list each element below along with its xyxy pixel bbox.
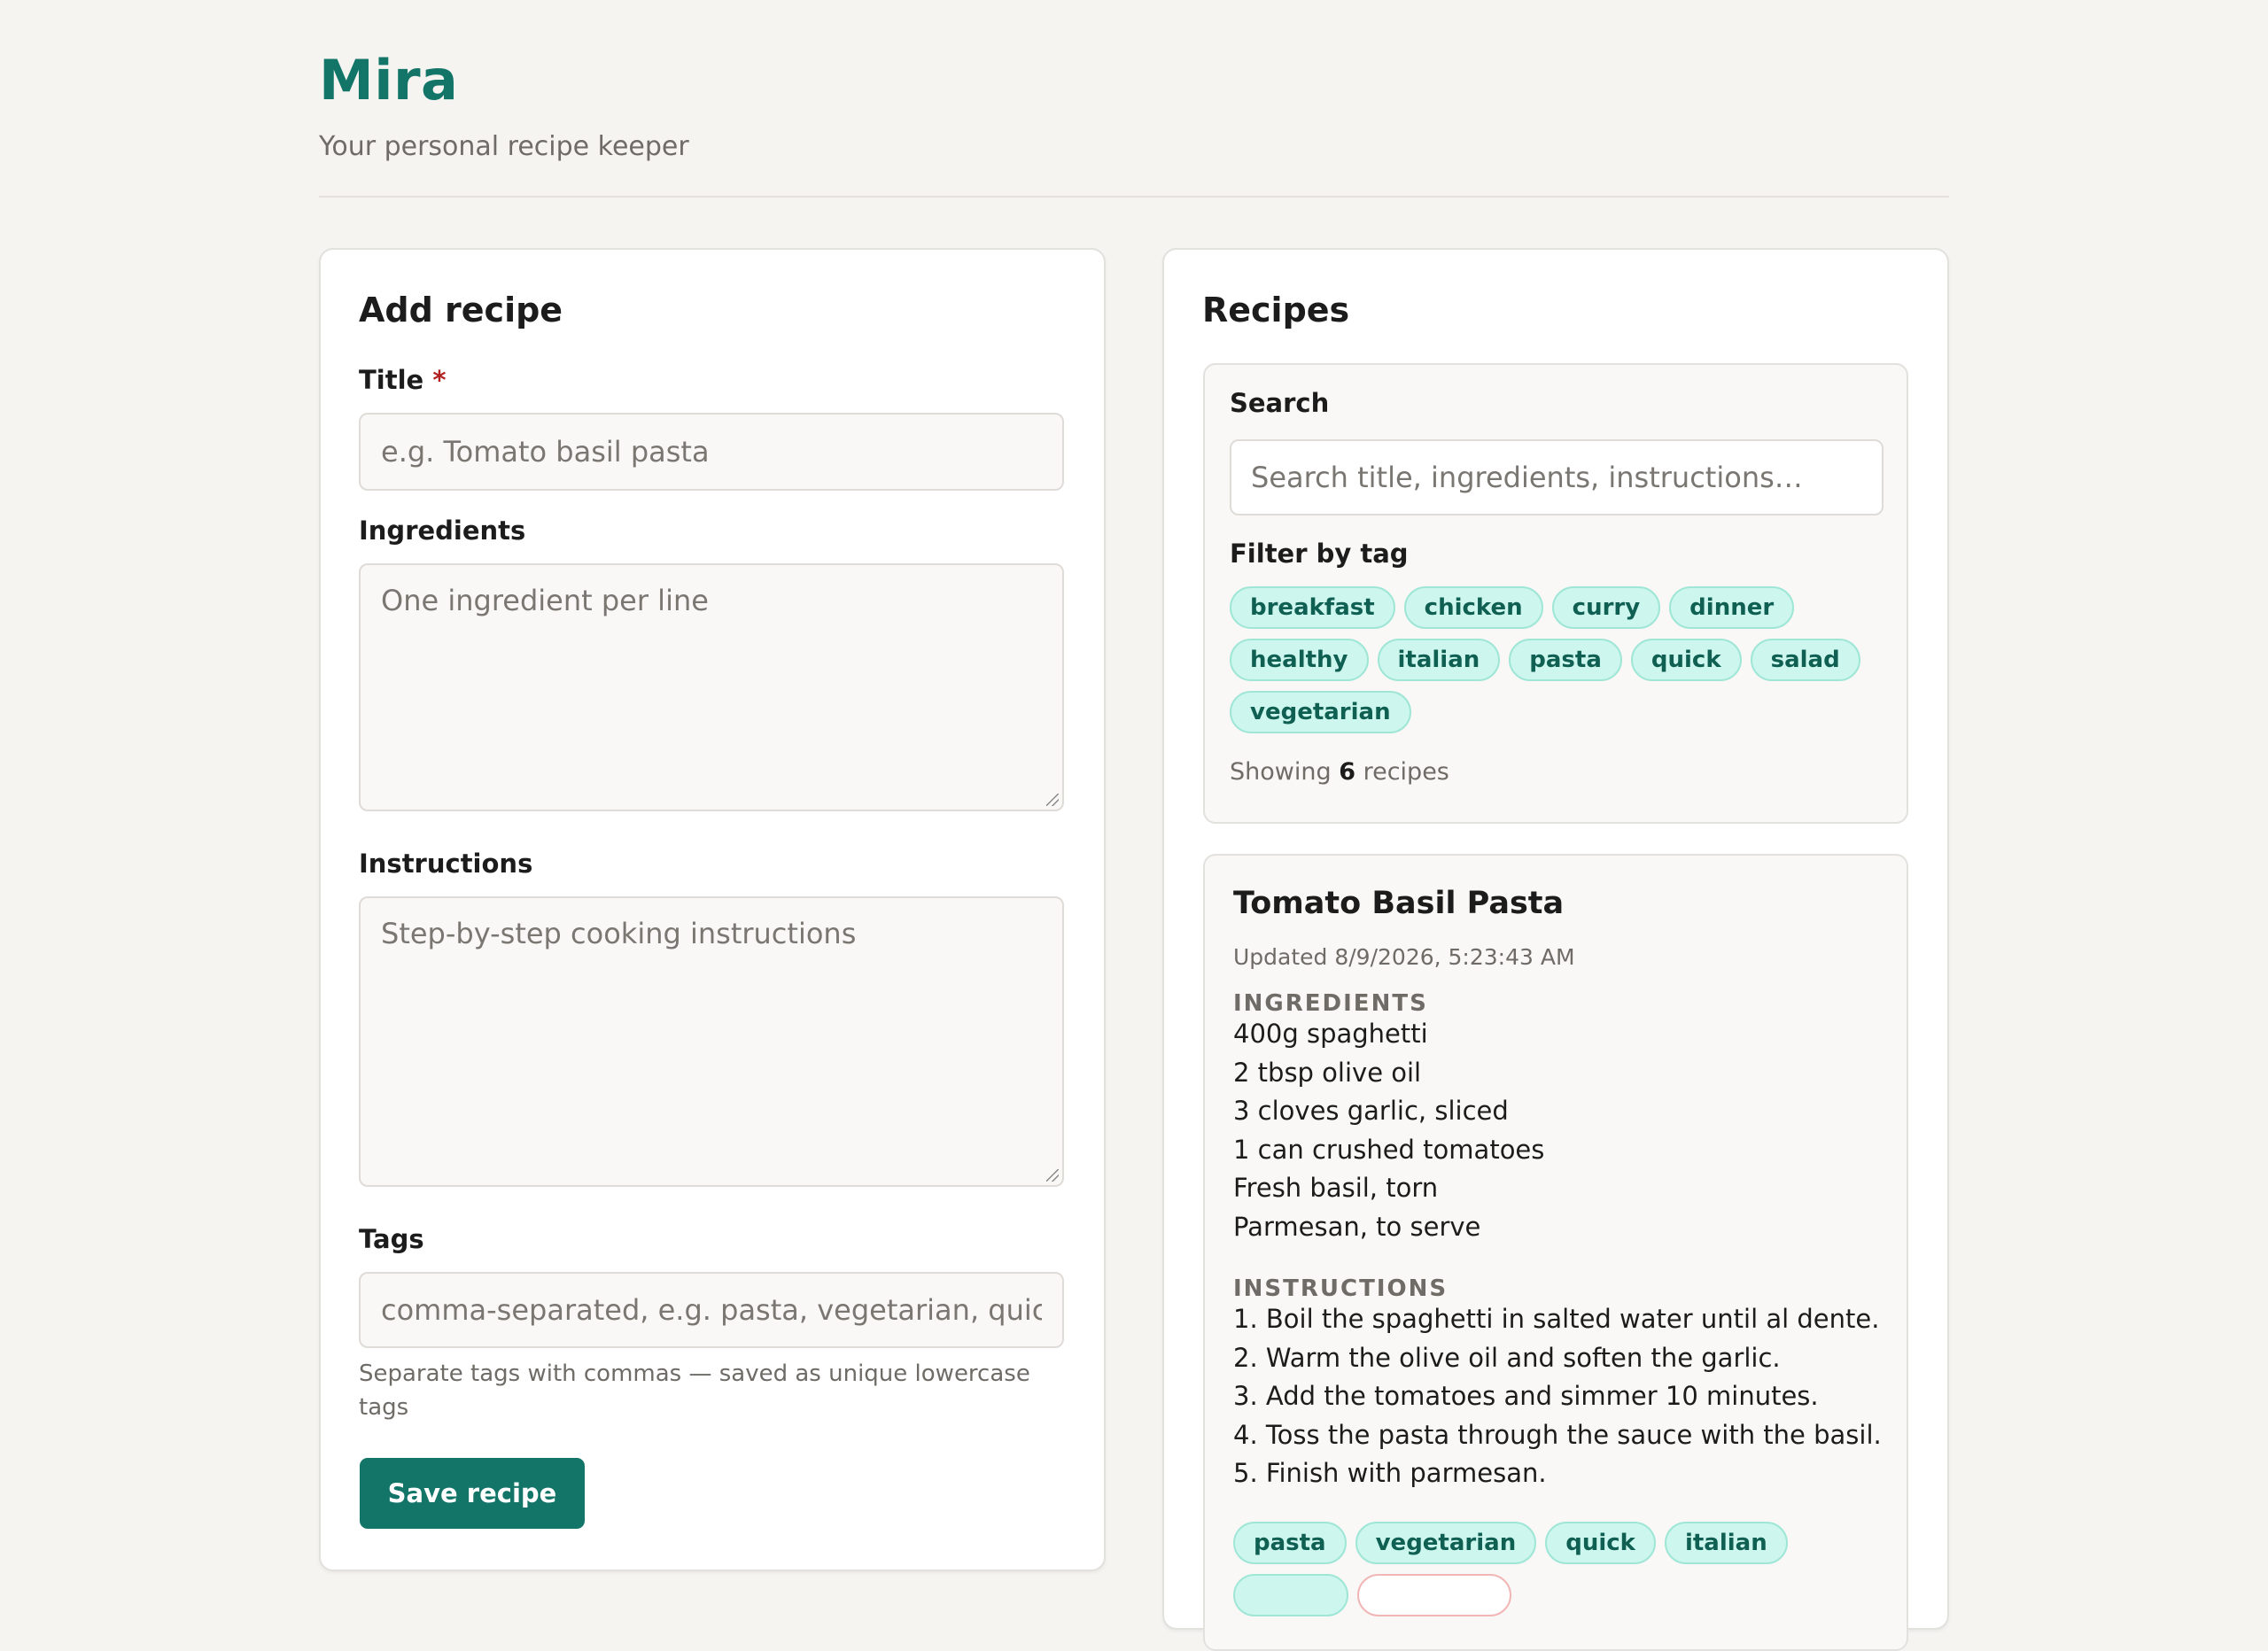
header-divider [319, 196, 1949, 198]
filter-tag-italian[interactable]: italian [1378, 639, 1501, 681]
save-recipe-button[interactable]: Save recipe [360, 1458, 585, 1529]
filter-tag-list [1230, 586, 1885, 743]
recipe-tag-italian[interactable]: italian [1665, 1522, 1788, 1564]
recipe-count-number: 6 [1339, 758, 1355, 786]
filter-label: Filter by tag [1230, 539, 1409, 569]
instruction-step: 4. Toss the pasta through the sauce with the basil. [1233, 1419, 1882, 1450]
search-label: Search [1230, 388, 1330, 418]
resize-handle-icon[interactable] [1046, 794, 1059, 806]
ingredient-list [1233, 1015, 1544, 1246]
recipe-updated: Updated 8/9/2026, 5:23:43 AM [1233, 944, 1575, 970]
instructions-heading: INSTRUCTIONS [1233, 1275, 1449, 1302]
title-label-text: Title [359, 365, 424, 395]
title-input[interactable] [359, 413, 1064, 491]
instruction-step: 1. Boil the spaghetti in salted water until al dente. [1233, 1304, 1880, 1334]
recipe-card [1203, 854, 1908, 1651]
recipe-tag-vegetarian[interactable]: vegetarian [1355, 1522, 1537, 1564]
add-recipe-heading: Add recipe [359, 291, 563, 329]
filter-tag-healthy[interactable]: healthy [1230, 639, 1369, 681]
recipes-heading: Recipes [1202, 291, 1350, 329]
recipe-title: Tomato Basil Pasta [1233, 886, 1565, 921]
ingredients-label: Ingredients [359, 515, 526, 546]
tags-label: Tags [359, 1224, 424, 1254]
filter-tag-quick[interactable]: quick [1631, 639, 1742, 681]
instructions-wrapper [359, 896, 1064, 1187]
filter-tag-salad[interactable]: salad [1751, 639, 1860, 681]
title-label [359, 365, 446, 395]
ingredients-textarea[interactable] [359, 563, 1064, 811]
ingredient-item: Parmesan, to serve [1233, 1211, 1481, 1242]
recipe-tag-quick[interactable]: quick [1545, 1522, 1656, 1564]
filter-panel [1203, 363, 1908, 824]
search-input[interactable] [1230, 439, 1884, 515]
instructions-textarea[interactable] [359, 896, 1064, 1187]
tags-input[interactable] [359, 1272, 1064, 1348]
add-recipe-card [319, 248, 1106, 1571]
ingredient-item: 3 cloves garlic, sliced [1233, 1096, 1509, 1126]
instructions-label: Instructions [359, 849, 533, 879]
recipe-count-prefix: Showing [1230, 758, 1332, 786]
filter-tag-dinner[interactable]: dinner [1669, 586, 1794, 629]
app-title: Mira [319, 48, 459, 112]
filter-tag-vegetarian[interactable]: vegetarian [1230, 691, 1411, 733]
required-marker: * [432, 365, 447, 395]
filter-tag-curry[interactable]: curry [1552, 586, 1661, 629]
resize-handle-icon[interactable] [1046, 1169, 1059, 1182]
recipe-count-suffix: recipes [1363, 758, 1449, 786]
instruction-step: 3. Add the tomatoes and simmer 10 minutes. [1233, 1381, 1819, 1411]
filter-tag-pasta[interactable]: pasta [1509, 639, 1622, 681]
ingredient-item: 400g spaghetti [1233, 1019, 1428, 1049]
recipe-count [1230, 758, 1449, 786]
instruction-step: 5. Finish with parmesan. [1233, 1458, 1547, 1488]
recipe-tag-pasta[interactable]: pasta [1233, 1522, 1347, 1564]
edit-recipe-button[interactable] [1233, 1574, 1348, 1616]
filter-tag-chicken[interactable]: chicken [1404, 586, 1543, 629]
ingredient-item: 1 can crushed tomatoes [1233, 1134, 1545, 1165]
delete-recipe-button[interactable] [1357, 1574, 1511, 1616]
app-tagline: Your personal recipe keeper [319, 131, 689, 162]
tags-hint: Separate tags with commas — saved as unique lowercase tags [359, 1360, 1030, 1421]
recipe-tag-list [1233, 1522, 1907, 1626]
ingredients-heading: INGREDIENTS [1233, 990, 1428, 1017]
instruction-step: 2. Warm the olive oil and soften the garlic. [1233, 1342, 1781, 1373]
instruction-list [1233, 1300, 1882, 1493]
ingredient-item: Fresh basil, torn [1233, 1173, 1439, 1203]
ingredient-item: 2 tbsp olive oil [1233, 1057, 1422, 1088]
filter-tag-breakfast[interactable]: breakfast [1230, 586, 1395, 629]
recipes-card [1162, 248, 1949, 1630]
ingredients-wrapper [359, 563, 1064, 811]
